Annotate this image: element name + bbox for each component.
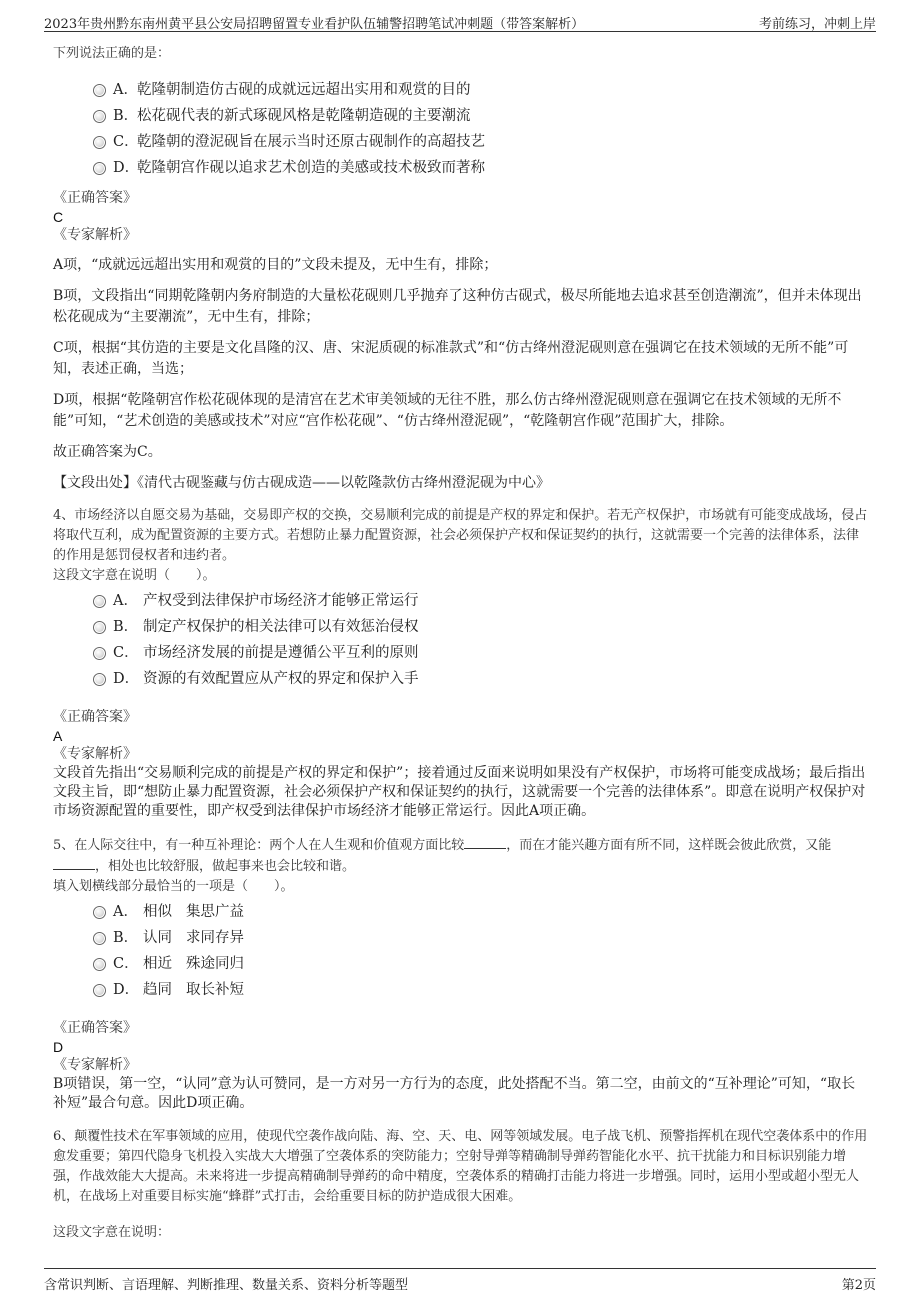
q3-answer: C [53,209,64,225]
q6-stem: 6、颠覆性技术在军事领域的应用，使现代空袭作战向陆、海、空、天、电、网等领域发展。电子战飞机、预警指挥机在现代空袭体系中的作用愈发重要；第四代隐身飞机投入实战大大增强了空袭体系的突防能力；空射导弹等精确制导弹药智能化水平、抗干扰能力和目标识别能力增强，作战效能大大提高。未来将进一步提高精确制导弹药的命中精度，空袭体系的精确打击能力将进一步增强。同时，运用小型或超小型无人机，在战场上对重要目标实施“蜂群”式打击，会给重要目标的防护造成很大困难。 [53,1129,868,1204]
q4-option-a[interactable] [53,592,868,610]
option-letter: D． [113,160,140,176]
q3-analysis-a: A项，“成就远远超出实用和观赏的目的”文段未提及，无中生有，排除； [53,257,498,273]
radio-icon[interactable] [93,932,106,945]
q5-option-c[interactable] [53,955,868,973]
radio-icon[interactable] [93,673,106,686]
option-text: 松花砚代表的新式琢砚风格是乾隆朝造砚的主要潮流 [137,108,471,124]
q4-options [53,592,868,688]
option-letter: A． [113,904,138,920]
blank-line [464,835,506,849]
radio-icon[interactable] [93,136,106,149]
q5-option-b[interactable] [53,929,868,947]
q3-analysis [53,255,868,494]
q4-analysis: 文段首先指出“交易顺利完成的前提是产权的界定和保护”；接着通过反面来说明如果没有产权保护，市场将可能变成战场；最后指出文段主旨，即“想防止暴力配置资源，社会必须保护产权和保证契约的执行，这就需要一个完善的法律体系”。即意在说明产权保护对市场资源配置的重要性，即产权受到法律保护市场经济才能够正常运行。因此A项正确。 [53,765,866,819]
q3-option-d[interactable] [53,159,868,177]
q6-prompt: 这段文字意在说明： [53,1225,171,1240]
q5-option-a[interactable] [53,903,868,921]
option-text: 制定产权保护的相关法律可以有效惩治侵权 [143,619,419,635]
option-text: 乾隆朝宫作砚以追求艺术创造的美感或技术极致而著称 [137,160,485,176]
q5-option-d[interactable] [53,981,868,999]
q3-analysis-label: 《专家解析》 [53,227,137,243]
document-title: 2023年贵州黔东南州黄平县公安局招聘留置专业看护队伍辅警招聘笔试冲刺题（带答案解析） [44,17,585,32]
option-word-2: 殊途同归 [186,956,244,972]
q3-option-c[interactable] [53,133,868,151]
q4-answer: A [53,728,63,744]
page-footer [44,1268,876,1294]
q5-stem [53,835,868,877]
page-header [44,10,876,32]
q5-prompt: 填入划横线部分最恰当的一项是（ ）。 [53,879,294,894]
option-letter: A． [113,82,138,98]
option-letter: B． [113,619,139,635]
q5-stem-part-2: ，而在才能兴趣方面有所不同，这样既会彼此欣赏，又能 [506,838,832,853]
q3-conclusion: 故正确答案为C。 [53,444,162,460]
q4-option-c[interactable] [53,644,868,662]
q3-intro: 下列说法正确的是： [53,46,171,61]
option-text: 乾隆朝制造仿古砚的成就远远超出实用和观赏的目的 [137,82,471,98]
option-word-1: 相近 [143,956,172,972]
option-text: 资源的有效配置应从产权的界定和保护入手 [143,671,419,687]
radio-icon[interactable] [93,595,106,608]
q4-option-d[interactable] [53,670,868,688]
option-letter: C． [113,134,139,150]
radio-icon[interactable] [93,958,106,971]
option-letter: D． [113,982,140,998]
q3-analysis-d: D项，根据“乾隆朝宫作松花砚体现的是清宫在艺术审美领域的无往不胜，那么仿古绛州澄泥砚则意在强调它在技术领域的无所不能”可知，“艺术创造的美感或技术”对应“宫作松花砚”、“仿古绛州澄泥砚”，“乾隆朝宫作砚”范围扩大，排除。 [53,392,842,429]
page-number: 第2页 [841,1278,876,1293]
blank-line [53,856,95,870]
radio-icon[interactable] [93,621,106,634]
option-word-1: 相似 [143,904,172,920]
q4-answer-label: 《正确答案》 [53,709,137,725]
page-content [53,44,868,1243]
q5-analysis: B项错误，第一空，“认同”意为认可赞同，是一方对另一方行为的态度，此处搭配不当。第二空，由前文的“互补理论”可知，“取长补短”最合句意。因此D项正确。 [53,1076,856,1111]
q4-analysis-label: 《专家解析》 [53,746,137,762]
option-letter: D． [113,671,140,687]
q5-options [53,903,868,999]
option-word-1: 认同 [143,930,172,946]
q3-option-b[interactable] [53,107,868,125]
option-word-1: 趋同 [143,982,172,998]
option-word-2: 求同存异 [186,930,244,946]
option-text: 市场经济发展的前提是遵循公平互利的原则 [143,645,419,661]
radio-icon[interactable] [93,162,106,175]
option-text: 乾隆朝的澄泥砚旨在展示当时还原古砚制作的高超技艺 [137,134,485,150]
option-letter: C． [113,645,139,661]
option-letter: A． [113,593,138,609]
q3-analysis-c: C项，根据“其仿造的主要是文化昌隆的汉、唐、宋泥质砚的标准款式”和“仿古绛州澄泥砚则意在强调它在技术领域的无所不能”可知，表述正确，当选； [53,340,849,377]
q3-option-a[interactable] [53,81,868,99]
q3-answer-label: 《正确答案》 [53,190,137,206]
q5-analysis-label: 《专家解析》 [53,1057,137,1073]
option-letter: B． [113,930,139,946]
option-text: 产权受到法律保护市场经济才能够正常运行 [143,593,419,609]
footer-description: 含常识判断、言语理解、判断推理、数量关系、资料分析等题型 [44,1278,409,1293]
q5-answer: D [53,1039,64,1055]
option-letter: B． [113,108,139,124]
option-word-2: 取长补短 [186,982,244,998]
radio-icon[interactable] [93,984,106,997]
q4-option-b[interactable] [53,618,868,636]
option-letter: C． [113,956,139,972]
q4-prompt: 这段文字意在说明（ ）。 [53,568,216,583]
q3-analysis-b: B项，文段指出“同期乾隆朝内务府制造的大量松花砚则几乎抛弃了这种仿古砚式，极尽所能地去追求甚至创造潮流”，但并未体现出松花砚成为“主要潮流”，无中生有，排除； [53,288,862,325]
radio-icon[interactable] [93,906,106,919]
q5-stem-part-1: 5、在人际交往中，有一种互补理论：两个人在人生观和价值观方面比较 [53,838,465,853]
q5-answer-label: 《正确答案》 [53,1020,137,1036]
q5-stem-part-3: ，相处也比较舒服，做起事来也会比较和谐。 [95,859,356,874]
q4-stem: 4、市场经济以自愿交易为基础，交易即产权的交换，交易顺利完成的前提是产权的界定和保护。若无产权保护，市场就有可能变成战场，侵占将取代互利，成为配置资源的主要方式。若想防止暴力配置资源，社会必须保护产权和保证契约的执行，这就需要一个完善的法律体系，法律的作用是惩罚侵权者和违约者。 [53,508,868,563]
q3-source: 【文段出处】《清代古砚鉴藏与仿古砚成造——以乾隆款仿古绛州澄泥砚为中心》 [53,475,550,491]
header-slogan: 考前练习，冲刺上岸 [758,17,876,32]
q3-options [53,81,868,177]
radio-icon[interactable] [93,110,106,123]
radio-icon[interactable] [93,84,106,97]
radio-icon[interactable] [93,647,106,660]
option-word-2: 集思广益 [186,904,244,920]
